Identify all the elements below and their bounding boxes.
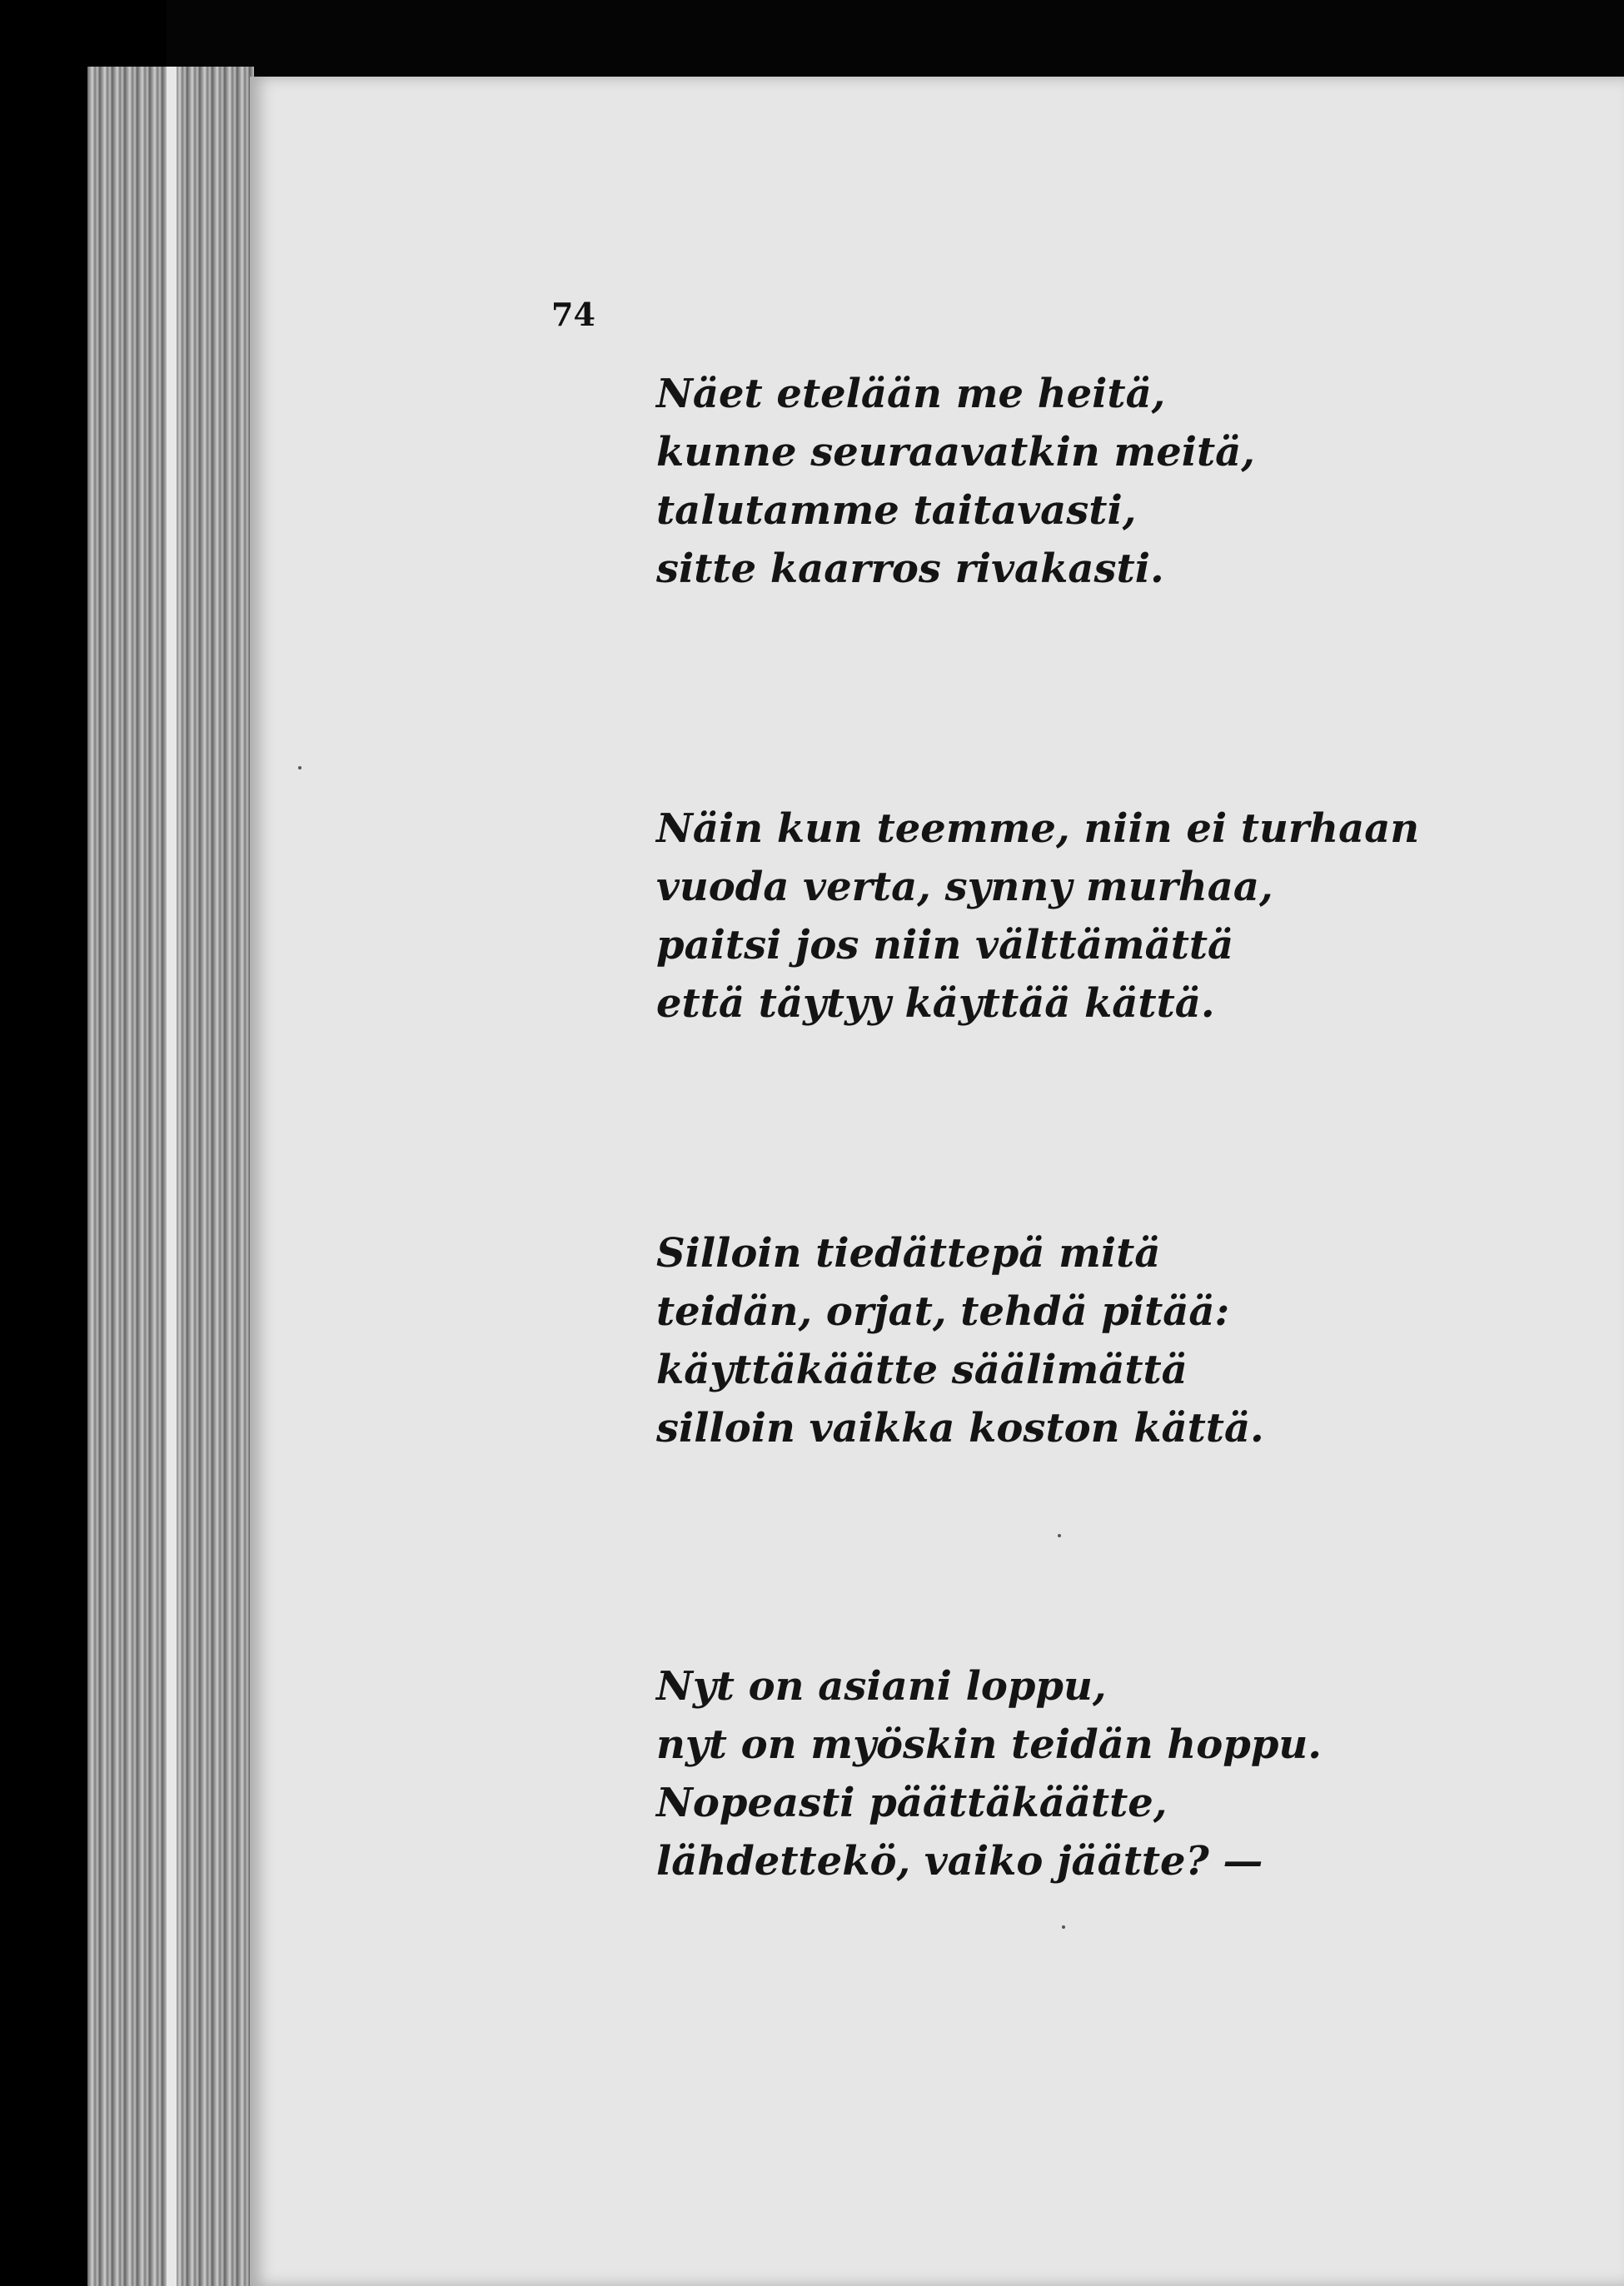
paper-speck	[1062, 1925, 1065, 1929]
stanza	[656, 365, 1556, 598]
page-number: 74	[551, 296, 595, 333]
verse-line: Näet etelään me heitä,	[656, 371, 1166, 417]
verse-line: teidän, orjat, tehdä pitää:	[656, 1288, 1230, 1335]
verse-line: Nyt on asiani loppu,	[656, 1663, 1107, 1710]
stanza	[656, 1657, 1556, 1890]
verse-line: paitsi jos niin välttämättä	[656, 922, 1234, 969]
stanza	[656, 1224, 1556, 1457]
verse-line: silloin vaikka koston kättä.	[656, 1405, 1264, 1452]
stanza	[656, 799, 1556, 1033]
verse-line: Silloin tiedättepä mitä	[656, 1230, 1161, 1277]
verse-line: talutamme taitavasti,	[656, 487, 1137, 534]
book-page-edges	[87, 67, 254, 2286]
verse-line: käyttäkäätte säälimättä	[656, 1347, 1188, 1393]
paper-speck	[1058, 1534, 1061, 1537]
verse-line: Näin kun teemme, niin ei turhaan	[656, 805, 1420, 852]
verse-line: kunne seuraavatkin meitä,	[656, 429, 1255, 476]
scan-top-border	[167, 0, 1624, 77]
verse-line: nyt on myöskin teidän hoppu.	[656, 1721, 1322, 1768]
verse-line: sitte kaarros rivakasti.	[656, 545, 1164, 592]
verse-line: Nopeasti päättäkäätte,	[656, 1780, 1168, 1826]
verse-line: että täytyy käyttää kättä.	[656, 980, 1215, 1027]
paper-speck	[298, 766, 301, 769]
verse-line: lähdettekö, vaiko jäätte? —	[656, 1838, 1263, 1885]
verse-line: vuoda verta, synny murhaa,	[656, 864, 1273, 910]
